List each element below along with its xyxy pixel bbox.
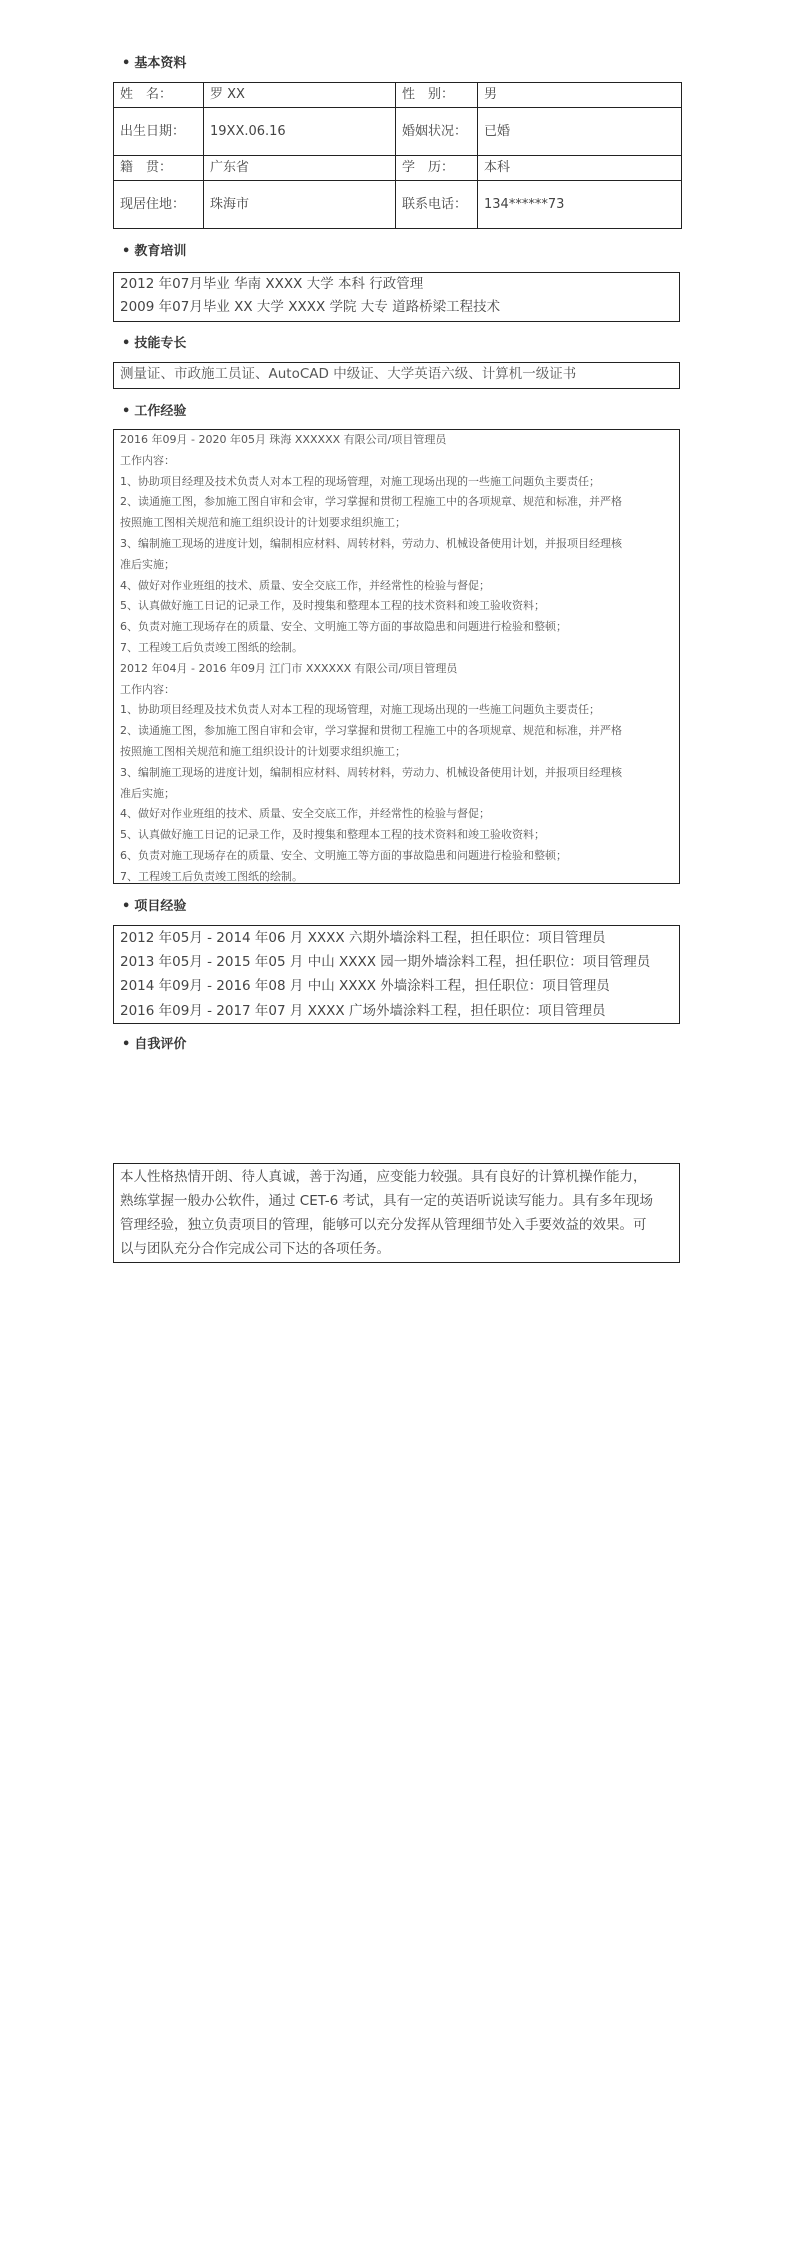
value-name: 罗 XX <box>204 83 396 108</box>
label-degree: 学 历： <box>396 156 478 181</box>
work-line: 2、读通施工图，参加施工图自审和会审，学习掌握和贯彻工程施工中的各项规章、规范和标准，并严格 <box>120 724 622 738</box>
section-title-basic: • 基本资料 <box>122 56 187 71</box>
work-line: 4、做好对作业班组的技术、质量、安全交底工作，并经常性的检验与督促； <box>120 578 490 592</box>
work-line: 按照施工图相关规范和施工组织设计的计划要求组织施工； <box>120 516 406 530</box>
value-gender: 男 <box>478 83 682 108</box>
section-title-self: • 自我评价 <box>122 1037 187 1052</box>
projects-box <box>113 925 680 1024</box>
self-evaluation-line: 本人性格热情开朗、待人真诚，善于沟通，应变能力较强。具有良好的计算机操作能力， <box>120 1169 647 1185</box>
value-hometown: 广东省 <box>204 156 396 181</box>
bullet-icon: • <box>122 336 131 351</box>
value-marital: 已婚 <box>478 108 682 156</box>
project-line: 2013 年05月 - 2015 年05 月 中山 XXXX 园一期外墙涂料工程，担任职位：项目管理员 <box>120 954 651 971</box>
value-birthdate: 19XX.06.16 <box>204 108 396 156</box>
skills-text: 测量证、市政施工员证、AutoCAD 中级证、大学英语六级、计算机一级证书 <box>120 366 577 382</box>
project-line: 2014 年09月 - 2016 年08 月 中山 XXXX 外墙涂料工程，担任职位：项目管理员 <box>120 978 610 995</box>
work-line: 工作内容： <box>120 453 175 467</box>
work-line: 2016 年09月 - 2020 年05月 珠海 XXXXXX 有限公司/项目管理员 <box>120 433 447 446</box>
project-line: 2016 年09月 - 2017 年07 月 XXXX 广场外墙涂料工程，担任职位：项目管理员 <box>120 1002 606 1019</box>
work-line: 6、负责对施工现场存在的质量、安全、文明施工等方面的事故隐患和问题进行检验和整顿； <box>120 620 567 634</box>
self-evaluation-line: 管理经验，独立负责项目的管理，能够可以充分发挥从管理细节处入手要效益的效果。可 <box>120 1217 647 1233</box>
bullet-icon: • <box>122 1037 131 1052</box>
label-gender: 性 别： <box>396 83 478 108</box>
skills-box <box>113 362 680 389</box>
label-name: 姓 名： <box>114 83 204 108</box>
self-evaluation-line: 熟练掌握一般办公软件，通过 CET-6 考试，具有一定的英语听说读写能力。具有多年现场 <box>120 1193 654 1209</box>
table-row <box>114 83 682 108</box>
section-title-education: • 教育培训 <box>122 244 187 259</box>
work-line: 5、认真做好施工日记的记录工作，及时搜集和整理本工程的技术资料和竣工验收资料； <box>120 828 545 842</box>
self-evaluation-box <box>113 1163 680 1263</box>
bullet-icon: • <box>122 56 131 71</box>
table-row <box>114 156 682 181</box>
education-line: 2009 年07月毕业 XX 大学 XXXX 学院 大专 道路桥梁工程技术 <box>120 299 501 315</box>
section-title-projects: • 项目经验 <box>122 899 187 914</box>
value-phone: 134******73 <box>478 181 682 229</box>
label-birthdate: 出生日期： <box>114 108 204 156</box>
education-line: 2012 年07月毕业 华南 XXXX 大学 本科 行政管理 <box>120 276 424 292</box>
bullet-icon: • <box>122 899 131 914</box>
basic-info-table <box>113 82 682 229</box>
table-row <box>114 108 682 156</box>
work-line: 1、协助项目经理及技术负责人对本工程的现场管理，对施工现场出现的一些施工问题负主要责任； <box>120 474 600 488</box>
work-line: 7、工程竣工后负责竣工图纸的绘制。 <box>120 640 303 654</box>
work-line: 准后实施； <box>120 786 175 800</box>
value-degree: 本科 <box>478 156 682 181</box>
education-box <box>113 272 680 322</box>
section-title-skills: • 技能专长 <box>122 336 187 351</box>
label-phone: 联系电话： <box>396 181 478 229</box>
work-line: 准后实施； <box>120 557 175 571</box>
label-marital: 婚姻状况： <box>396 108 478 156</box>
work-line: 1、协助项目经理及技术负责人对本工程的现场管理，对施工现场出现的一些施工问题负主要责任； <box>120 703 600 717</box>
work-experience-box <box>113 429 680 884</box>
bullet-icon: • <box>122 244 131 259</box>
work-line: 4、做好对作业班组的技术、质量、安全交底工作，并经常性的检验与督促； <box>120 807 490 821</box>
work-line: 2、读通施工图，参加施工图自审和会审，学习掌握和贯彻工程施工中的各项规章、规范和标准，并严格 <box>120 495 622 509</box>
work-line: 3、编制施工现场的进度计划，编制相应材料、周转材料，劳动力、机械设备使用计划，并报项目经理核 <box>120 765 622 779</box>
work-line: 6、负责对施工现场存在的质量、安全、文明施工等方面的事故隐患和问题进行检验和整顿； <box>120 848 567 862</box>
work-line: 2012 年04月 - 2016 年09月 江门市 XXXXXX 有限公司/项目管理员 <box>120 661 458 675</box>
work-line: 5、认真做好施工日记的记录工作，及时搜集和整理本工程的技术资料和竣工验收资料； <box>120 599 545 613</box>
work-line: 按照施工图相关规范和施工组织设计的计划要求组织施工； <box>120 744 406 758</box>
section-title-work: • 工作经验 <box>122 404 187 419</box>
bullet-icon: • <box>122 404 131 419</box>
table-row <box>114 181 682 229</box>
work-line: 7、工程竣工后负责竣工图纸的绘制。 <box>120 869 303 883</box>
work-line: 工作内容： <box>120 682 175 696</box>
self-evaluation-line: 以与团队充分合作完成公司下达的各项任务。 <box>120 1241 390 1257</box>
work-line: 3、编制施工现场的进度计划，编制相应材料、周转材料，劳动力、机械设备使用计划，并报项目经理核 <box>120 536 622 550</box>
label-residence: 现居住地： <box>114 181 204 229</box>
project-line: 2012 年05月 - 2014 年06 月 XXXX 六期外墙涂料工程，担任职位：项目管理员 <box>120 930 606 946</box>
label-hometown: 籍 贯： <box>114 156 204 181</box>
value-residence: 珠海市 <box>204 181 396 229</box>
